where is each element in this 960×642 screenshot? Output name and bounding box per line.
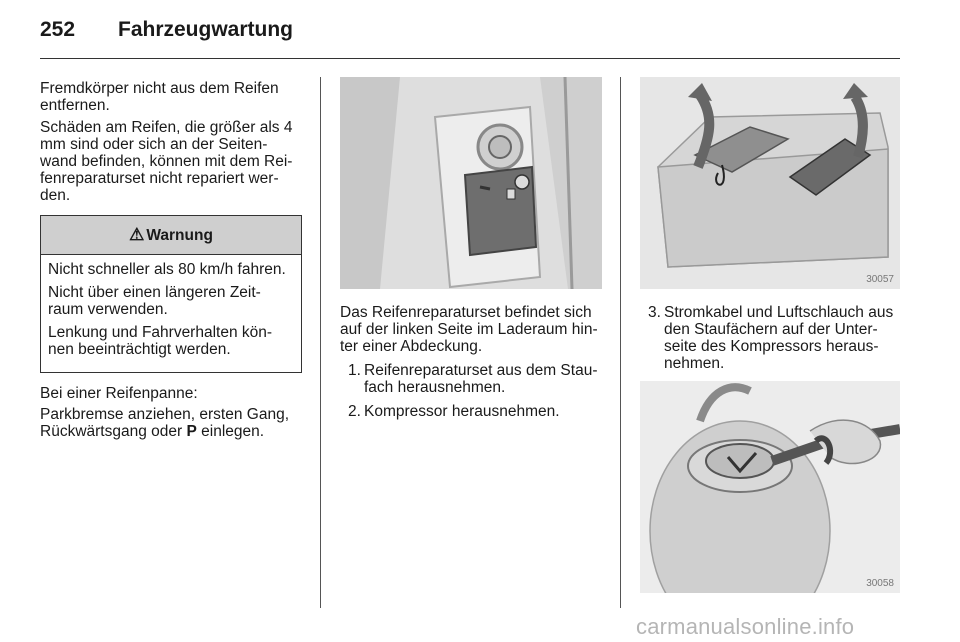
warning-line: Nicht über einen längeren Zeit-raum verwenden. (48, 284, 261, 318)
warning-title: Warnung (146, 227, 213, 244)
image-code-30057: 30057 (866, 274, 894, 285)
column-divider-2 (620, 77, 621, 608)
col2-para1: Das Reifenreparaturset befindet sich auf der linken Seite im Laderaum hin-ter einer Abdeckung. (340, 304, 598, 355)
compressor-box-drawing (640, 77, 900, 289)
trunk-cover-illustration (340, 77, 602, 289)
col3-steps (640, 304, 902, 379)
col1-para3: Bei einer Reifenpanne: (40, 385, 198, 402)
compressor-cable-drawing (640, 381, 900, 593)
step-number: 3. (648, 304, 661, 321)
step-number: 1. (348, 362, 361, 379)
para4-prefix: Parkbremse anziehen, ersten Gang, Rückwärtsgang oder (40, 406, 289, 440)
image-code-30058: 30058 (866, 578, 894, 589)
step-text: Stromkabel und Luftschlauch aus den Staufächern auf der Unter-seite des Kompressors heraus-nehmen. (664, 304, 894, 372)
col2-steps (340, 362, 602, 427)
warning-icon: ⚠ (129, 225, 145, 244)
compressor-cable-illustration (640, 381, 900, 593)
step-item (640, 304, 902, 372)
step-text: Kompressor herausnehmen. (364, 403, 560, 420)
warning-line: Nicht schneller als 80 km/h fahren. (48, 261, 286, 278)
trunk-cover-drawing (340, 77, 602, 289)
warning-box (40, 215, 302, 373)
compressor-box-illustration (640, 77, 900, 289)
para4-suffix: einlegen. (201, 423, 265, 440)
warning-header (41, 216, 301, 255)
col1-para1: Fremdkörper nicht aus dem Reifen entfernen. (40, 80, 279, 114)
header-rule (40, 58, 900, 59)
warning-line: Lenkung und Fahrverhalten kön-nen beeinträchtigt werden. (48, 324, 273, 358)
step-item (340, 362, 602, 396)
column-divider-1 (320, 77, 321, 608)
step-text: Reifenreparaturset aus dem Stau-fach herausnehmen. (364, 362, 598, 396)
page-number: 252 (40, 18, 76, 41)
step-number: 2. (348, 403, 361, 420)
col1-para2: Schäden am Reifen, die größer als 4 mm sind oder sich an der Seiten-wand befinden, können mit dem Rei-fenreparaturset nicht repariert wer-den. (40, 119, 293, 204)
gear-p-label: P (186, 423, 197, 440)
warning-body (41, 255, 301, 358)
page-title: Fahrzeugwartung (118, 18, 294, 41)
watermark: carmanualsonline.info (636, 614, 855, 639)
step-item (340, 403, 602, 420)
col1-para4 (40, 406, 302, 440)
